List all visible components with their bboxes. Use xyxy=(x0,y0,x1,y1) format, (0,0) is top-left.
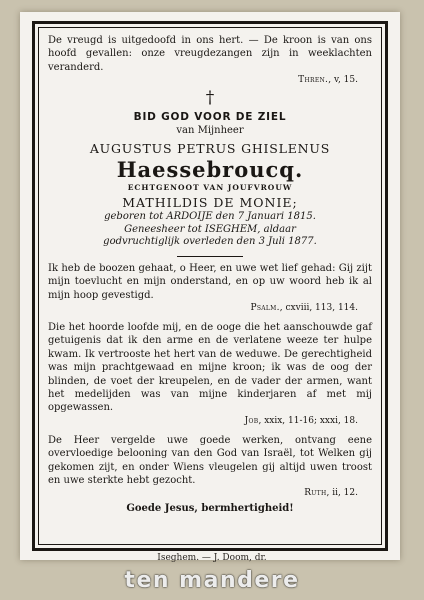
memorial-card xyxy=(20,12,400,560)
psalm-verse: Ik heb de boozen gehaat, o Heer, en uwe wet lief gehad: Gij zijt mijn toevlucht en mijn onderstand, en op uw woord heb ik al mijn hoop gevestigd. xyxy=(48,262,372,301)
printer-line: Iseghem. — J. Doom, dr. xyxy=(157,553,267,563)
ruth-reference-verse: , ii, 12. xyxy=(326,488,358,499)
occupation-line: Geneesheer tot ISEGHEM, aldaar xyxy=(124,223,296,235)
psalm-reference-book: Psalm. xyxy=(250,302,280,313)
intro-reference-book: Thren. xyxy=(298,75,329,86)
spouse-label: ECHTGENOOT VAN JOUFVROUW xyxy=(127,183,293,193)
inner-border xyxy=(38,27,382,545)
ruth-reference xyxy=(48,487,372,500)
job-reference xyxy=(48,415,372,428)
van-mijnheer: van Mijnheer xyxy=(176,125,244,137)
cross-icon: † xyxy=(205,88,215,109)
watermark: ten mandere xyxy=(124,568,300,593)
job-reference-verse: , xxix, 11-16; xxxi, 18. xyxy=(258,415,358,426)
job-reference-book: Job xyxy=(244,415,259,426)
deceased-surname: Haessebroucq. xyxy=(116,157,304,183)
section-divider xyxy=(177,256,243,257)
intro-reference-verse: , v, 15. xyxy=(328,75,358,86)
ruth-reference-book: Ruth xyxy=(304,488,327,499)
card-content xyxy=(48,34,372,540)
intro-reference xyxy=(48,74,372,87)
prayer-heading: BID GOD VOOR DE ZIEL xyxy=(133,111,287,124)
birth-line: geboren tot ARDOIJE den 7 Januari 1815. xyxy=(104,211,316,223)
spouse-name: MATHILDIS DE MONIE; xyxy=(122,195,298,211)
psalm-reference xyxy=(48,302,372,315)
outer-border xyxy=(32,21,388,551)
job-verse: Die het hoorde loofde mij, en de ooge die het aanschouwde gaf getuigenis dat ik den arme en de verlatene weeze ter hulpe kwam. Ik vertrooste het hert van de weduwe. De gerechtigheid was mijn prachtgewaad en mijne kroon; ik was de oog der blinden, de voet der kreupelen, en de vader der armen, want het medelijden was van mijne kinderjaren af met mij opgewassen. xyxy=(48,321,372,414)
ruth-verse: De Heer vergelde uwe goede werken, ontvang eene overvloedige belooning van den God van Israël, tot Welken gij gekomen zijt, en onder Wiens vleugelen gij altijd uwen troost en uwe sterkte hebt gezocht. xyxy=(48,434,372,486)
intro-quote: De vreugd is uitgedoofd in ons hert. — De kroon is van ons hoofd gevallen: onze vreugdezangen zijn in weeklachten veranderd. xyxy=(48,35,372,73)
deceased-given-names: AUGUSTUS PETRUS GHISLENUS xyxy=(89,141,331,157)
closing-prayer: Goede Jesus, bermhertigheid! xyxy=(126,503,294,515)
psalm-reference-verse: , cxviii, 113, 114. xyxy=(279,302,358,313)
death-line: godvruchtiglijk overleden den 3 Juli 1877. xyxy=(103,236,317,248)
